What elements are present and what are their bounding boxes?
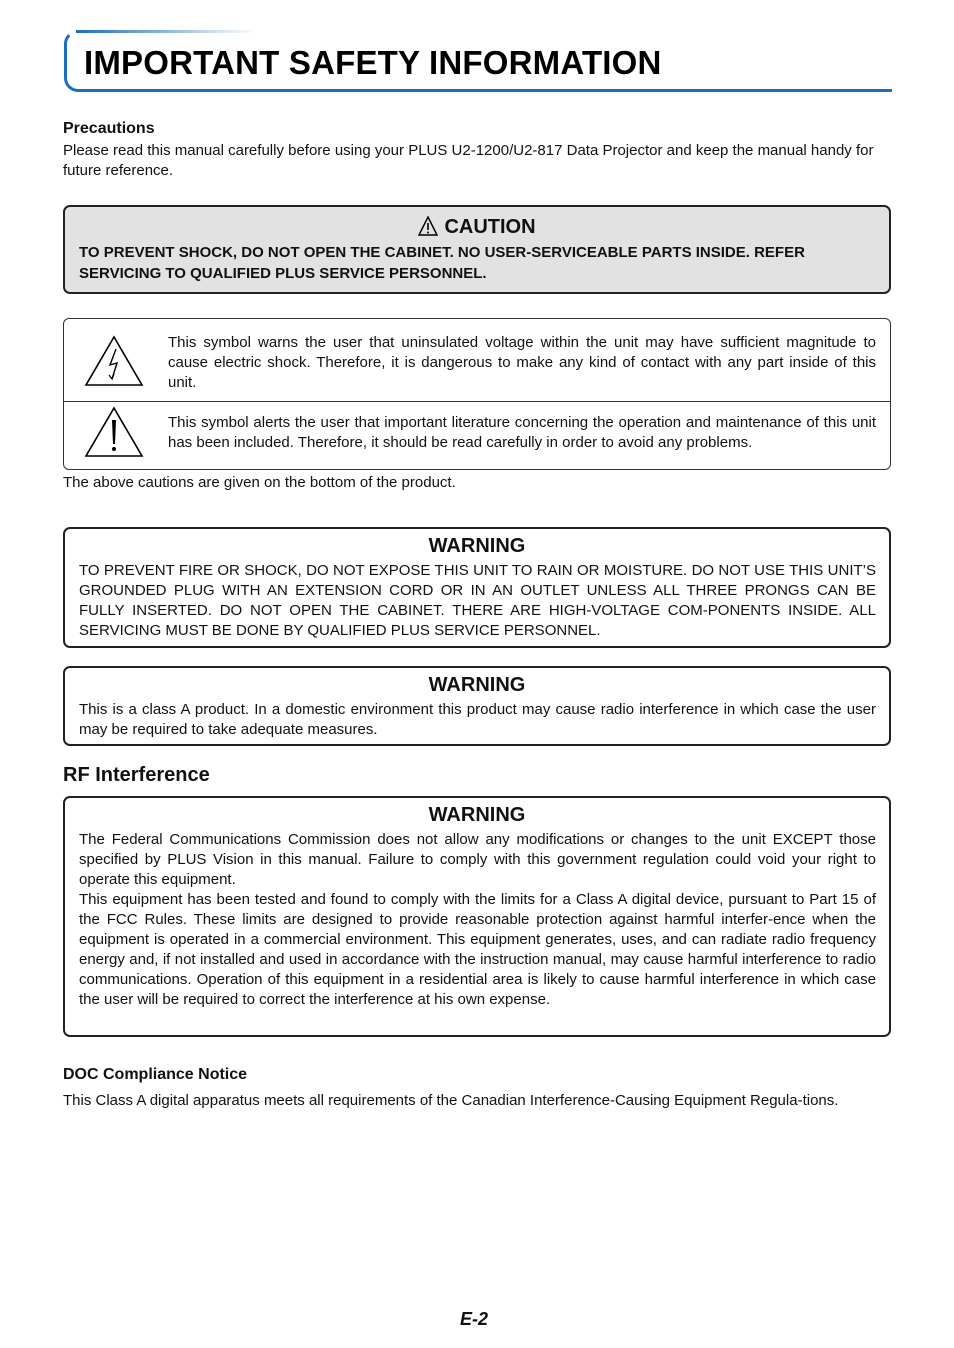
caution-heading: CAUTION	[444, 216, 536, 238]
warning-box-fire-shock	[63, 527, 891, 648]
symbol-row	[64, 319, 890, 402]
fcc-paragraph-2: This equipment has been tested and found to comply with the limits for a Class A digital device, pursuant to Part 15 of the FCC Rules. These limits are designed to provide reasonable protection against harmful interfer-ence when the equipment is operated in a commercial environment. This equipment generates, uses, and can radiate radio frequency energy and, if not installed and used in accordance with the instruction manual, may cause harmful interference to radio communications. Operation of this equipment in a residential area is likely to cause harmful interference in which case the user will be required to correct the interference at his own expense.	[79, 891, 876, 1008]
doc-compliance-text: This Class A digital apparatus meets all requirements of the Canadian Interference-Causing Equipment Regula-tions.	[63, 1092, 839, 1109]
caution-text: TO PREVENT SHOCK, DO NOT OPEN THE CABINET. NO USER-SERVICEABLE PARTS INSIDE. REFER SERVICING TO QUALIFIED PLUS SERVICE PERSONNEL.	[79, 244, 805, 282]
title-accent-line	[76, 30, 256, 33]
doc-compliance-heading: DOC Compliance Notice	[63, 1066, 248, 1083]
warning-heading: WARNING	[428, 674, 526, 696]
symbol-row	[64, 401, 890, 469]
warning-text: TO PREVENT FIRE OR SHOCK, DO NOT EXPOSE THIS UNIT TO RAIN OR MOISTURE. DO NOT USE THIS UNIT’S GROUNDED PLUG WITH AN EXTENSION CORD OR IN AN OUTLET UNLESS ALL THREE PRONGS CAN BE FULLY INSERTED. DO NOT OPEN THE CABINET. THERE ARE HIGH-VOLTAGE COM-PONENTS INSIDE. ALL SERVICING MUST BE DONE BY QUALIFIED PLUS SERVICE PERSONNEL.	[79, 562, 876, 639]
page-number: E-2	[460, 1309, 489, 1329]
warning-heading: WARNING	[428, 535, 526, 557]
precautions-text: Please read this manual carefully before using your PLUS U2-1200/U2-817 Data Projector and keep the manual handy for future reference.	[63, 142, 874, 179]
symbol-description: This symbol warns the user that uninsulated voltage within the unit may have sufficient magnitude to cause electric shock. Therefore, it is dangerous to make any kind of contact with any part inside of this unit.	[168, 334, 876, 391]
above-cautions-note: The above cautions are given on the bottom of the product.	[63, 474, 456, 491]
warning-box-fcc	[63, 796, 891, 1037]
warning-text	[79, 830, 876, 1010]
warning-box-class-a	[63, 666, 891, 746]
page-title: IMPORTANT SAFETY INFORMATION	[84, 44, 662, 81]
caution-box	[63, 205, 891, 294]
caution-heading-row	[65, 216, 889, 242]
warning-heading: WARNING	[428, 804, 526, 826]
precautions-heading: Precautions	[63, 120, 155, 137]
warning-triangle-icon	[418, 216, 438, 242]
symbol-table	[63, 318, 891, 470]
fcc-paragraph-1: The Federal Communications Commission does not allow any modifications or changes to the unit EXCEPT those specified by PLUS Vision in this manual. Failure to comply with this government regulation could void your right to operate this equipment.	[79, 831, 876, 888]
exclamation-triangle-icon	[84, 406, 144, 463]
rf-interference-heading: RF Interference	[63, 764, 210, 786]
warning-text: This is a class A product. In a domestic environment this product may cause radio interference in which case the user may be required to take adequate measures.	[79, 701, 876, 738]
symbol-description: This symbol alerts the user that important literature concerning the operation and maintenance of this unit has been included. Therefore, it should be read carefully in order to avoid any problems.	[168, 414, 876, 451]
lightning-triangle-icon	[84, 335, 144, 392]
